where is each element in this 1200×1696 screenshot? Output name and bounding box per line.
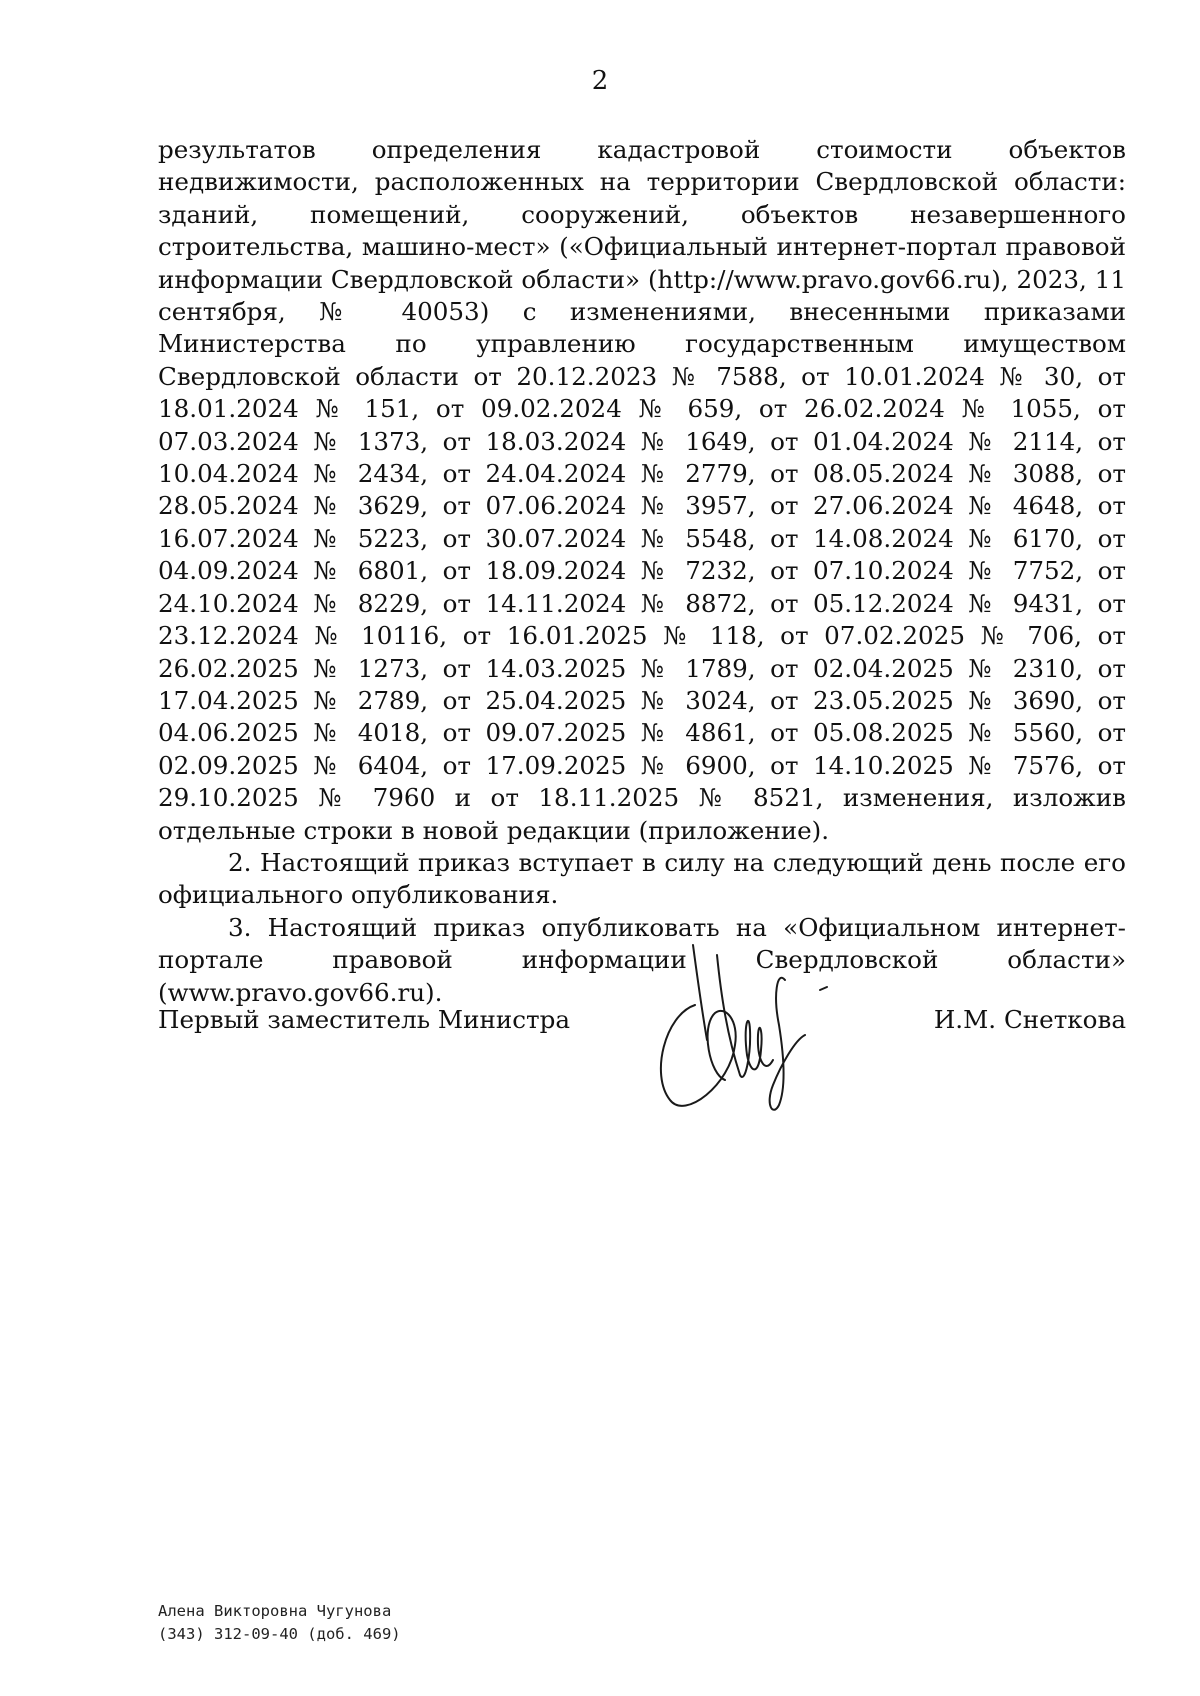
page-number: 2 xyxy=(591,66,609,96)
executor-phone: (343) 312-09-40 (доб. 469) xyxy=(158,1625,401,1643)
executor-name: Алена Викторовна Чугунова xyxy=(158,1602,392,1620)
handwritten-signature xyxy=(655,935,905,1135)
executor-info xyxy=(158,1600,401,1646)
signature-block xyxy=(158,1005,1126,1045)
signatory-name: И.М. Снеткова xyxy=(933,1005,1126,1034)
signatory-position: Первый заместитель Министра xyxy=(158,1005,571,1034)
order-body xyxy=(158,134,1126,1009)
paragraph-2-effective-date: 2. Настоящий приказ вступает в силу на следующий день после его официального опубликования. xyxy=(158,847,1126,910)
paragraph-1-continuation: результатов определения кадастровой стоимости объектов недвижимости, расположенных на территории Свердловской области: зданий, помещений, сооружений, объектов незавершенного строительства, машино-мест» («Официальный интернет-портал правовой информации Свердловской области» (http://www.pravo.gov66.ru), 2023, 11 сентября, № 40053) с изменениями, внесенными приказами Министерства по управлению государственным имуществом Свердловской области от 20.12.2023 № 7588, от 10.01.2024 № 30, от 18.01.2024 № 151, от 09.02.2024 № 659, от 26.02.2024 № 1055, от 07.03.2024 № 1373, от 18.03.2024 № 1649, от 01.04.2024 № 2114, от 10.04.2024 № 2434, от 24.04.2024 № 2779, от 08.05.2024 № 3088, от 28.05.2024 № 3629, от 07.06.2024 № 3957, от 27.06.2024 № 4648, от 16.07.2024 № 5223, от 30.07.2024 № 5548, от 14.08.2024 № 6170, от 04.09.2024 № 6801, от 18.09.2024 № 7232, от 07.10.2024 № 7752, от 24.10.2024 № 8229, от 14.11.2024 № 8872, от 05.12.2024 № 9431, от 23.12.2024 № 10116, от 16.01.2025 № 118, от 07.02.2025 № 706, от 26.02.2025 № 1273, от 14.03.2025 № 1789, от 02.04.2025 № 2310, от 17.04.2025 № 2789, от 25.04.2025 № 3024, от 23.05.2025 № 3690, от 04.06.2025 № 4018, от 09.07.2025 № 4861, от 05.08.2025 № 5560, от 02.09.2025 № 6404, от 17.09.2025 № 6900, от 14.10.2025 № 7576, от 29.10.2025 № 7960 и от 18.11.2025 № 8521, изменения, изложив отдельные строки в новой редакции (приложение). xyxy=(158,135,1126,845)
paragraph-3-publication: 3. Настоящий приказ опубликовать на «Официальном интернет-портале правовой информации Свердловской области» (www.pravo.gov66.ru). xyxy=(158,912,1126,1007)
